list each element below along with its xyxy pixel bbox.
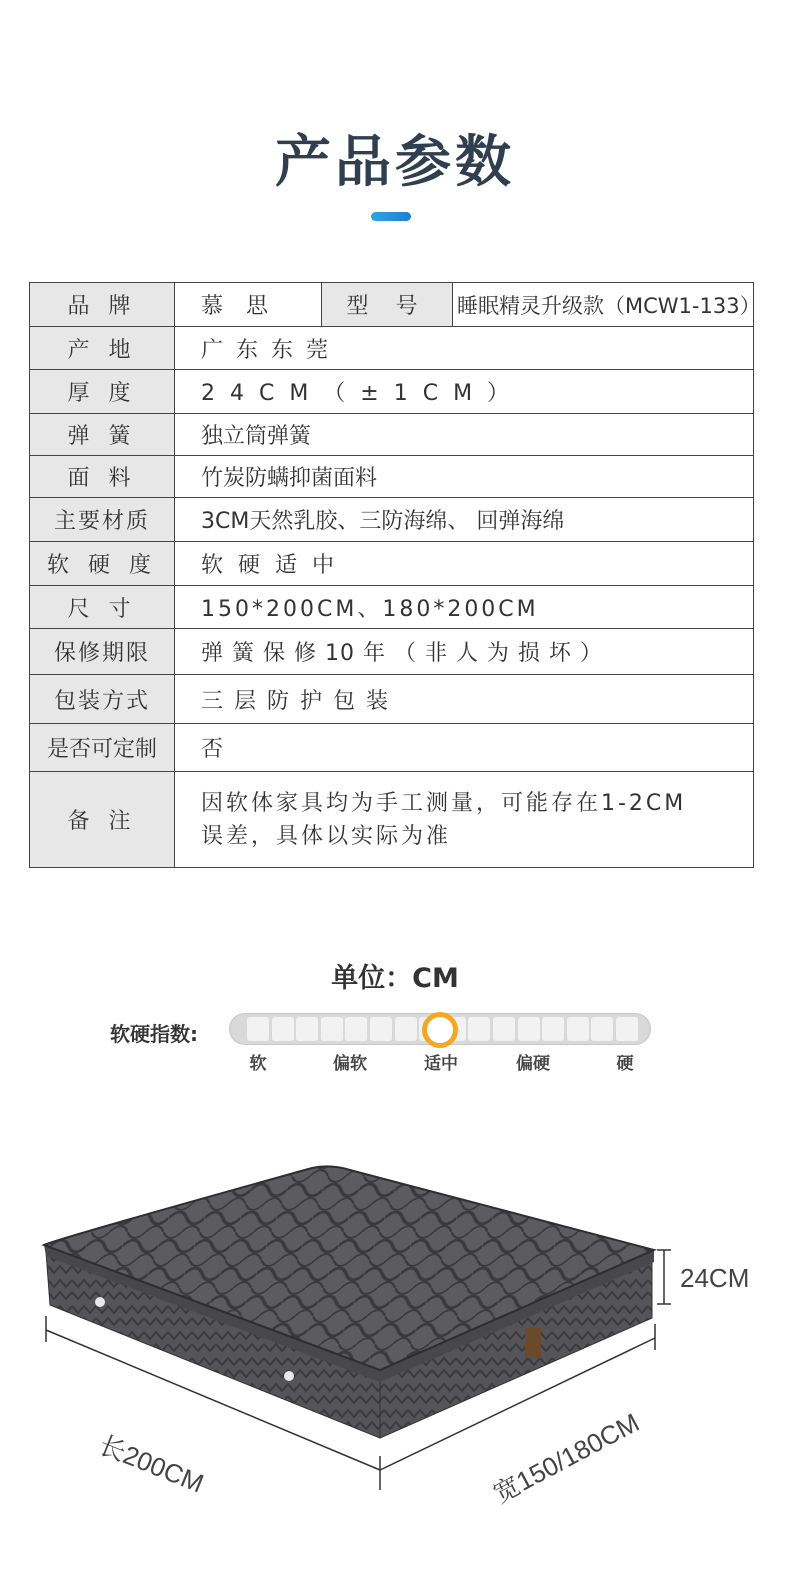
row-value: 软 硬 适 中 (175, 542, 754, 586)
scale-segment (296, 1017, 318, 1041)
table-row (30, 542, 754, 586)
row-value: 竹炭防螨抑菌面料 (175, 456, 754, 498)
row-label: 是否可定制 (30, 724, 175, 772)
row-value: 2 4 C M （ ± 1 C M ） (175, 370, 754, 414)
row-value: 独立筒弹簧 (175, 414, 754, 456)
scale-segment (272, 1017, 294, 1041)
tick-medium: 适中 (424, 1054, 458, 1074)
row-value: 三 层 防 护 包 装 (175, 675, 754, 724)
row-label: 主要材质 (30, 498, 175, 542)
scale-segment (321, 1017, 343, 1041)
scale-segment (591, 1017, 613, 1041)
row-label: 包装方式 (30, 675, 175, 724)
remark-line-2: 误差，具体以实际为准 (201, 823, 452, 849)
table-row (30, 283, 754, 327)
scale-segment (247, 1017, 269, 1041)
table-row (30, 629, 754, 675)
scale-segment (518, 1017, 540, 1041)
scale-segment (542, 1017, 564, 1041)
page-title: 产品参数 (275, 130, 515, 195)
scale-segment (567, 1017, 589, 1041)
scale-segment (370, 1017, 392, 1041)
table-row (30, 327, 754, 370)
row-label: 产 地 (30, 327, 175, 370)
table-row (30, 498, 754, 542)
row-label: 保修期限 (30, 629, 175, 675)
row-value: 广 东 东 莞 (175, 327, 754, 370)
row-value: 弹 簧 保 修 10 年 （ 非 人 为 损 坏 ） (175, 629, 754, 675)
table-row (30, 724, 754, 772)
remark-line-1: 因软体家具均为手工测量，可能存在1-2CM (201, 790, 687, 816)
firmness-label: 软硬指数: (110, 1022, 198, 1046)
scale-segment (345, 1017, 367, 1041)
mattress-image (0, 1150, 790, 1584)
table-row (30, 414, 754, 456)
table-row (30, 586, 754, 629)
model-value: 睡眠精灵升级款（MCW1-133） (453, 283, 754, 327)
table-row (30, 456, 754, 498)
table-row (30, 370, 754, 414)
scale-segment (468, 1017, 490, 1041)
remark-value (175, 772, 754, 868)
scale-segment (395, 1017, 417, 1041)
tick-semi-firm: 偏硬 (516, 1054, 550, 1074)
table-row (30, 675, 754, 724)
row-label: 弹 簧 (30, 414, 175, 456)
tick-semi-soft: 偏软 (333, 1054, 367, 1074)
row-label: 尺 寸 (30, 586, 175, 629)
row-label: 厚 度 (30, 370, 175, 414)
width-dimension: 宽150/180CM (488, 1407, 645, 1509)
row-label: 备 注 (30, 772, 175, 868)
height-dimension: 24CM (680, 1263, 750, 1293)
row-value: 3CM天然乳胶、三防海绵、 回弹海绵 (175, 498, 754, 542)
brand-label: 品 牌 (30, 283, 175, 327)
title-underline (371, 212, 411, 221)
row-value: 否 (175, 724, 754, 772)
row-value: 150*200CM、180*200CM (175, 586, 754, 629)
params-table (29, 282, 761, 868)
row-label: 面 料 (30, 456, 175, 498)
length-dimension: 长200CM (94, 1429, 208, 1499)
table-row (30, 772, 754, 868)
row-label: 软 硬 度 (30, 542, 175, 586)
unit-label: 单位：CM (331, 963, 459, 994)
firmness-knob (422, 1012, 458, 1048)
model-label: 型 号 (322, 283, 453, 327)
tick-firm: 硬 (616, 1054, 634, 1074)
scale-segment (616, 1017, 638, 1041)
tick-soft: 软 (249, 1054, 267, 1074)
brand-value: 慕 思 (175, 283, 322, 327)
scale-segment (493, 1017, 515, 1041)
